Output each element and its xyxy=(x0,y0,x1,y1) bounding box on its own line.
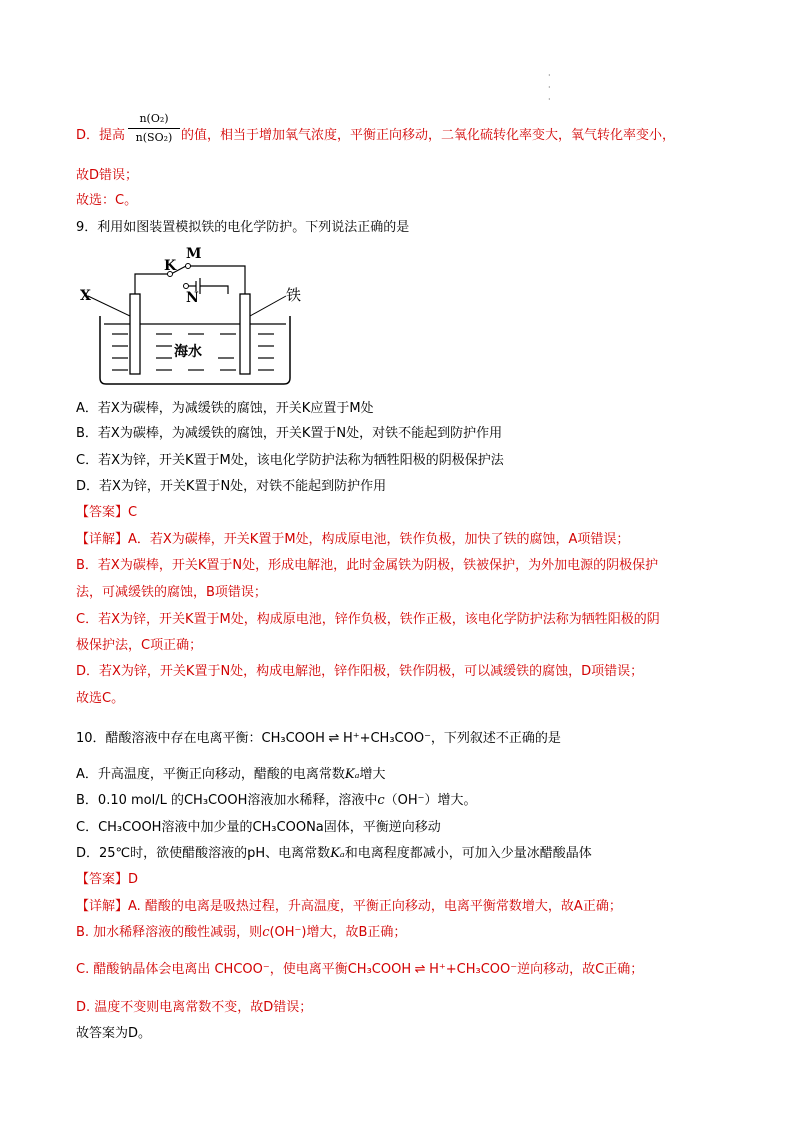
q9-detail-d: D．若X为锌，开关K置于N处，构成电解池，锌作阳极，铁作阴极，可以减缓铁的腐蚀，D项错误； xyxy=(76,664,644,679)
q10-opt-a-post: 增大 xyxy=(359,767,386,782)
q10-stem-post: H⁺+CH₃COO⁻，下列叙述不正确的是 xyxy=(342,731,561,746)
fraction-denominator: n(SO₂) xyxy=(135,131,173,144)
page-marker-dots: · · · xyxy=(548,71,551,104)
q10-opt-b-pre: B．0.10 mol/L 的CH₃COOH溶液加水稀释，溶液中 xyxy=(76,793,378,808)
label-iron: 铁 xyxy=(286,286,302,304)
q10-opt-a-ka: Kₐ xyxy=(344,767,360,782)
x-leader-line xyxy=(88,296,130,316)
q10-opt-d-ka: Kₐ xyxy=(330,846,345,861)
q10-detail-b-post: (OH⁻)增大，故B正确； xyxy=(269,925,407,940)
label-m: M xyxy=(186,246,202,262)
q9-option-a: A．若X为碳棒，为减缓铁的腐蚀，开关K应置于M处 xyxy=(76,401,374,416)
contact-n xyxy=(184,284,189,289)
q10-stem-pre: 10．醋酸溶液中存在电离平衡：CH₃COOH xyxy=(76,731,325,746)
q9-answer: 【答案】C xyxy=(76,505,138,520)
q10-detail-c xyxy=(76,961,643,979)
q9-option-b: B．若X为碳棒，为减缓铁的腐蚀，开关K置于N处，对铁不能起到防护作用 xyxy=(76,426,503,441)
q10-option-c: C．CH₃COOH溶液中加少量的CH₃COONa固体，平衡逆向移动 xyxy=(76,820,441,835)
q10-option-d xyxy=(76,845,592,863)
q9-detail-c-cont: 极保护法，C项正确； xyxy=(76,638,203,653)
q9-option-d: D．若X为锌，开关K置于N处，对铁不能起到防护作用 xyxy=(76,479,387,494)
x-electrode xyxy=(130,294,140,374)
q10-detail-b-pre: B. 加水稀释溶液的酸性减弱，则 xyxy=(76,925,263,940)
q10-detail-c-post: H⁺+CH₃COO⁻逆向移动，故C正确； xyxy=(429,962,644,977)
q9-detail-a: 【详解】A．若X为碳棒，开关K置于M处，构成原电池，铁作负极，加快了铁的腐蚀，A项错误； xyxy=(76,532,630,547)
q10-conclusion: 故答案为D。 xyxy=(76,1026,152,1041)
iron-leader-line xyxy=(250,296,286,316)
q10-opt-d-post: 和电离程度都减小，可加入少量冰醋酸晶体 xyxy=(344,846,592,861)
q10-detail-b xyxy=(76,924,406,942)
contact-m xyxy=(186,264,191,269)
q8-d-line2: 故D错误； xyxy=(76,168,139,183)
q10-opt-a-pre: A．升高温度，平衡正向移动，醋酸的电离常数 xyxy=(76,767,345,782)
q10-detail-c-pre: C. 醋酸钠晶体会电离出 CHCOO⁻，使电离平衡CH₃COOH xyxy=(76,962,412,977)
equilibrium-arrow-icon: ⇌ xyxy=(414,962,426,977)
label-x: X xyxy=(80,288,91,304)
equilibrium-arrow-icon: ⇌ xyxy=(328,731,340,746)
q9-detail-b: B．若X为碳棒，开关K置于N处，形成电解池，此时金属铁为阴极，铁被保护，为外加电源的阴极保护 xyxy=(76,558,659,573)
q9-stem: 9．利用如图装置模拟铁的电化学防护。下列说法正确的是 xyxy=(76,220,410,235)
label-seawater: 海水 xyxy=(174,344,202,360)
q9-detail-b-cont: 法，可减缓铁的腐蚀，B项错误； xyxy=(76,585,267,600)
q10-opt-b-c: c xyxy=(377,793,385,808)
q9-detail-c: C．若X为锌，开关K置于M处，构成原电池，锌作负极，铁作正极，该电化学防护法称为牺牲阳极的阴 xyxy=(76,612,660,627)
q10-detail-a: 【详解】A. 醋酸的电离是吸热过程，升高温度，平衡正向移动，电离平衡常数增大，故A正确； xyxy=(76,899,622,914)
q8-d-prefix: D．提高 xyxy=(76,128,126,143)
o2-so2-ratio-fraction xyxy=(128,112,180,145)
q9-option-c: C．若X为锌，开关K置于M处，该电化学防护法称为牺牲阳极的阴极保护法 xyxy=(76,453,504,468)
q10-detail-b-c: c xyxy=(262,925,270,940)
q10-opt-d-pre: D．25℃时，欲使醋酸溶液的pH、电离常数 xyxy=(76,846,331,861)
q10-answer: 【答案】D xyxy=(76,872,139,887)
label-n: N xyxy=(186,290,199,306)
q9-conclusion: 故选C。 xyxy=(76,691,125,706)
q10-option-b xyxy=(76,792,477,810)
q10-opt-b-post: （OH⁻）增大。 xyxy=(384,793,477,808)
q8-d-suffix: 的值，相当于增加氧气浓度，平衡正向移动，二氧化硫转化率变大，氧气转化率变小， xyxy=(181,128,676,143)
q10-detail-d: D. 温度不变则电离常数不变，故D错误； xyxy=(76,1000,313,1015)
electrochemical-protection-diagram xyxy=(78,244,318,389)
q10-option-a xyxy=(76,766,386,784)
q10-stem xyxy=(76,730,561,748)
fraction-bar xyxy=(128,128,180,129)
q8-conclusion: 故选：C。 xyxy=(76,193,138,208)
fraction-numerator: n(O₂) xyxy=(139,112,169,125)
label-k: K xyxy=(164,258,177,274)
iron-electrode xyxy=(240,294,250,374)
